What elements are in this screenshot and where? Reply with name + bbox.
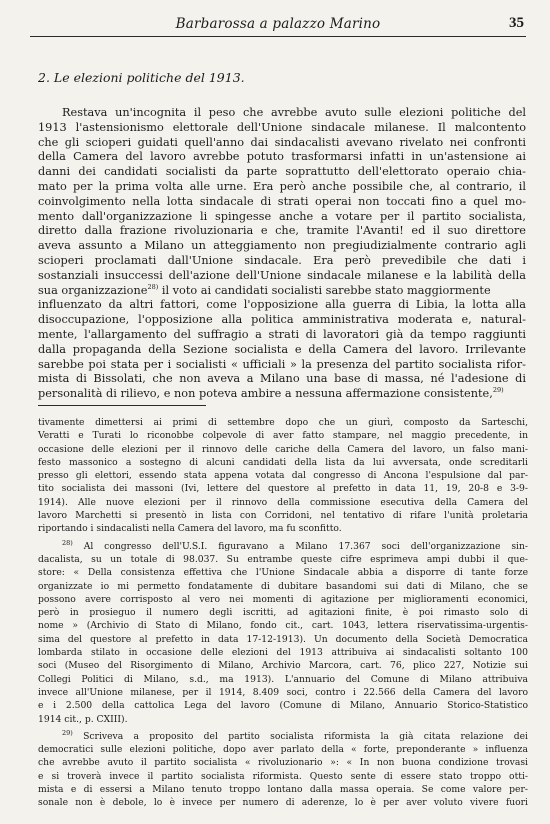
footnotes	[38, 416, 528, 810]
body-line	[38, 387, 526, 402]
footnote-line: tito socialista dei massoni (Ivi, lettere del questore al prefetto in data 11, 19, 20-8 e 3-9-	[38, 483, 528, 495]
footnote-line: però in prosieguo il numero degli iscritti, ad agitazioni finite, è poi rimasto solo di	[38, 607, 528, 619]
body-line	[38, 284, 526, 299]
footnote-line: festo massonico a sostegno di alcuni candidati della lista da lui avversata, onde screditarli	[38, 456, 528, 468]
footnote-marker: 29)	[62, 728, 73, 737]
footnote-line	[38, 540, 528, 553]
body-line: 1913 l'astensionismo elettorale dell'Unione sindacale milanese. Il malcontento	[38, 120, 526, 134]
footnote-line: tivamente dimettersi ai primi di settembre dopo che un giurì, composto da Sarteschi,	[38, 417, 528, 428]
footnote-line: store: « Della consistenza effettiva che l'Unione Sindacale abbia a disporre di tante forze	[38, 567, 528, 579]
body-line-text: personalità di rilievo, e non poteva ambire a nessuna affermazione consistente,	[38, 387, 493, 401]
footnote-marker: 28)	[62, 538, 73, 547]
body-line: della Camera del lavoro avrebbe potuto trasformarsi infatti in un'astensione ai	[38, 150, 526, 164]
footnote-line: sima del questore al prefetto in data 17-12-1913). Un documento della Società Democratica	[38, 633, 528, 645]
page-number: 35	[509, 15, 524, 31]
body-line-text: il voto ai candidati socialisti sarebbe stato maggiormente	[158, 283, 491, 297]
footnote-line: nome » (Archivio di Stato di Milano, fondo cit., cart. 1043, lettera riservatissima-urgentis-	[38, 620, 528, 632]
body-line: che gli scioperi guidati quell'anno dai sindacalisti avevano rivelato nei confronti	[38, 135, 526, 149]
footnote-ref: 29)	[492, 386, 504, 395]
body-line-text: sua organizzazione	[38, 283, 148, 297]
body-line: aveva assunto a Milano un atteggiamento non pregiudizialmente contrario agli	[38, 239, 526, 253]
footnote-line	[38, 730, 528, 743]
body-line: coinvolgimento nella lotta sindacale di strati operai non toccati fino a quel mo-	[38, 194, 526, 208]
main-text	[38, 106, 526, 402]
footnote-line: dacalista, su un totale di 98.037. Su entrambe queste cifre esprimeva ampi dubbi il que-	[38, 553, 528, 565]
footnote-line: soci (Museo del Risorgimento di Milano, Archivio Marcora, cart. 76, plico 227, Notizie sui	[38, 660, 528, 672]
section-heading: 2. Le elezioni politiche del 1913.	[38, 70, 245, 85]
body-line: Restava un'incognita il peso che avrebbe avuto sulle elezioni politiche del	[62, 106, 526, 119]
footnote-line: 1914). Alle nuove elezioni per il rinnovo della commissione esecutiva della Camera del	[38, 496, 528, 508]
running-head	[30, 14, 526, 37]
running-title: Barbarossa a palazzo Marino	[175, 16, 381, 32]
footnote-line-text: Al congresso dell'U.S.I. figuravano a Milano 17.367 soci dell'organizzazione sin-	[72, 540, 528, 552]
footnote-line: presso gli elettori, essendo stata appena votata dal congresso di Ancona l'espulsione dal par-	[38, 470, 528, 482]
footnote-line: e i 2.500 della cattolica Lega del lavoro (Comune di Milano, Annuario Storico-Statistico	[38, 700, 528, 712]
body-line: diretto dalla frazione rivoluzionaria e che, tramite l'Avanti! ed il suo direttore	[38, 224, 526, 238]
body-line: dalla propaganda della Sezione socialista e della Camera del lavoro. Irrilevante	[38, 342, 526, 356]
body-line: danni dei candidati socialisti da parte soprattutto dell'elettorato operaio chia-	[38, 165, 526, 179]
body-line: mato per la prima volta alle urne. Era però anche possibile che, al contrario, il	[38, 179, 526, 193]
footnote-line: Collegi Politici di Milano, s.d., ma 1913). L'annuario del Comune di Milano attribuiva	[38, 673, 528, 685]
footnote-line: riportando i sindacalisti nella Camera del lavoro, ma fu sconfitto.	[38, 523, 342, 535]
footnote-line: Veratti e Turati lo riconobbe colpevole di aver fatto stampare, nel maggio precedente, in	[38, 430, 528, 442]
footnote-line: sonale non è debole, lo è invece per numero di aderenze, lo è per aver voluto vivere fuori	[38, 797, 528, 809]
body-line: mento dall'organizzazione li spingesse anche a votare per il partito socialista,	[38, 209, 526, 223]
footnote-line: invece all'Unione milanese, per il 1914, 8.409 soci, contro i 22.566 della Camera del lavoro	[38, 686, 528, 698]
footnote-line: democratici sulle elezioni politiche, dopo aver parlato della « forte, preponderante » influenza	[38, 744, 528, 756]
footnote-line: lombarda stilato in occasione delle elezioni del 1913 attribuiva ai sindacalisti soltanto 100	[38, 647, 528, 659]
footnote-line: e si troverà invece il partito socialista riformista. Questo sente di essere stato troppo otti-	[38, 770, 528, 782]
footnote-line: occasione delle elezioni per il rinnovo delle cariche della Camera del lavoro, un falso mani-	[38, 443, 528, 455]
footnote-line: possono avere corrisposto al vero nei momenti di agitazione per miglioramenti economici,	[38, 593, 528, 605]
footnote-line-text: Scriveva a proposito del partito socialista riformista la già citata relazione dei	[72, 730, 528, 742]
footnote-separator	[38, 405, 206, 406]
body-line: mente, l'allargamento del suffragio a strati di lavoratori già da tempo raggiunti	[38, 327, 526, 341]
footnote-line: mista e di essersi a Milano tenuto troppo lontano dalla massa operaia. Se come valore per-	[38, 784, 528, 796]
body-line: scioperi proclamati dall'Unione sindacale. Era però prevedibile che dati i	[38, 253, 526, 267]
footnote-line: lavoro Marchetti si presentò in lista con Corridoni, nel tentativo di rifare l'unità proletaria	[38, 510, 528, 522]
body-line: sostanziali insuccessi dell'azione dell'Unione sindacale milanese e la labilità della	[38, 268, 526, 282]
body-line: influenzato da altri fattori, come l'opposizione alla guerra di Libia, la lotta alla	[38, 298, 526, 312]
footnote-line: 1914 cit., p. CXIII).	[38, 713, 128, 725]
body-line: mista di Bissolati, che non aveva a Milano una base di massa, né l'adesione di	[38, 372, 526, 386]
footnote-line: organizzate io mi permetto fondatamente di dubitare basandomi sui dati di Milano, che se	[38, 580, 528, 592]
body-line: disoccupazione, l'opposizione alla politica amministrativa moderata e, natural-	[38, 313, 526, 327]
body-line: sarebbe poi stata per i socialisti « ufficiali » la presenza del partito socialista rifor-	[38, 357, 526, 371]
footnote-ref: 28)	[147, 282, 159, 291]
footnote-line: che avrebbe avuto il partito socialista « rivoluzionario »: « In non buona condizione trovasi	[38, 757, 528, 769]
